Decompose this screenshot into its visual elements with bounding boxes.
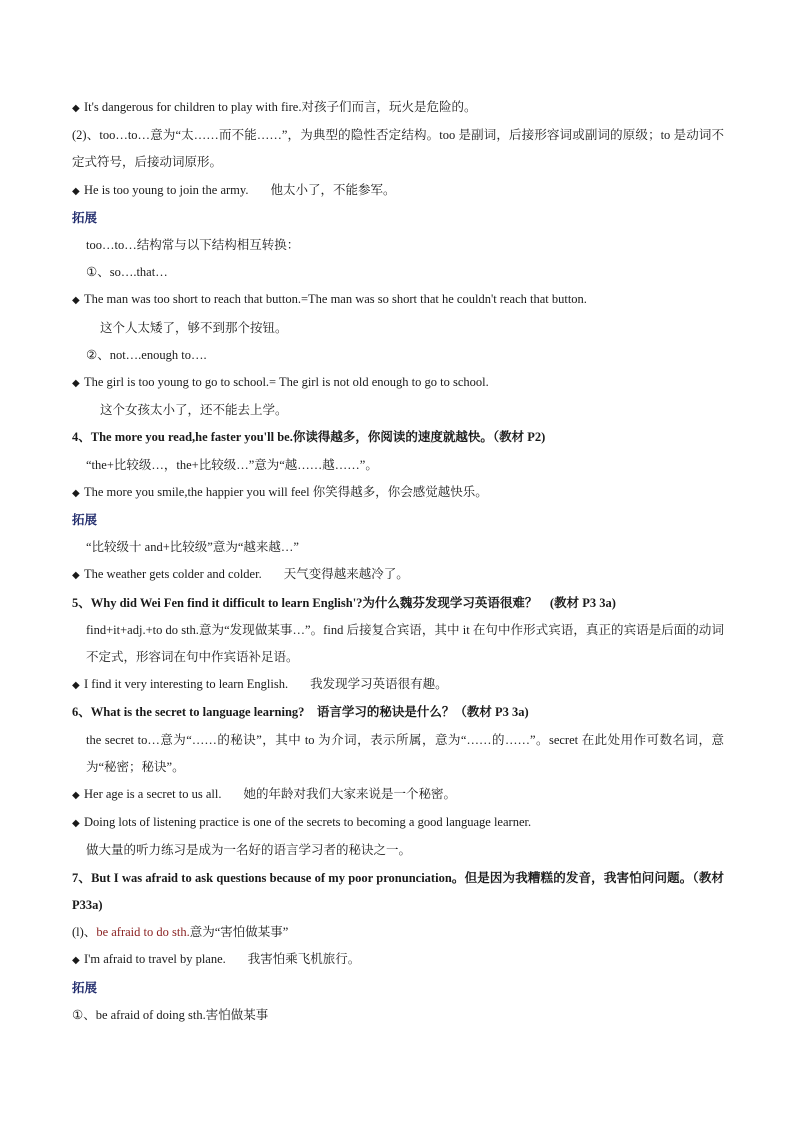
section-heading: 5、Why did Wei Fen find it difficult to learn English'?为什么魏芬发现学习英语很难？ (教材 P3 3a) — [72, 595, 616, 610]
diamond-bullet-icon: ◆ — [72, 487, 80, 499]
section-heading: 7、But I was afraid to ask questions because of my poor pronunciation。但是因为我糟糕的发音，我害怕问问题。（教材 P33a) — [72, 870, 724, 912]
document-body — [72, 94, 724, 1029]
sub-point: ②、not….enough to…. — [86, 347, 207, 362]
diamond-bullet-icon: ◆ — [72, 185, 80, 197]
example-sentence: ◆ I'm afraid to travel by plane. 我害怕乘飞机旅行。 — [72, 946, 724, 974]
diamond-bullet-icon: ◆ — [72, 103, 80, 114]
example-sentence: ◆ The more you smile,the happier you will feel 你笑得越多，你会感觉越快乐。 — [72, 479, 724, 507]
sub-point: ①、so….that… — [86, 265, 168, 280]
diamond-bullet-icon: ◆ — [72, 680, 80, 692]
diamond-bullet-icon: ◆ — [72, 295, 80, 307]
example-sentence: ◆ Her age is a secret to us all. 她的年龄对我们大家来说是一个秘密。 — [72, 781, 724, 809]
example-sentence: ◆ I find it very interesting to learn English. 我发现学习英语很有趣。 — [72, 671, 724, 699]
sub-point: (l)、be afraid to do sth.意为“害怕做某事” — [72, 925, 289, 940]
example-sentence: ◆ The man was too short to reach that button.=The man was so short that he couldn't reach that button. — [72, 286, 724, 314]
example-sentence: ◆ It's dangerous for children to play with fire.对孩子们而言，玩火是危险的。 — [72, 94, 724, 122]
explanation-line: too…to…结构常与以下结构相互转换： — [86, 238, 300, 253]
explanation-paragraph: find+it+adj.+to do sth.意为“发现做某事…”。find 后接复合宾语，其中 it 在句中作形式宾语，真正的宾语是后面的动词不定式，形容词在句中作宾语补足语。 — [86, 622, 724, 665]
example-sentence: ◆ He is too young to join the army. 他太小了，不能参军。 — [72, 177, 724, 205]
diamond-bullet-icon: ◆ — [72, 790, 80, 802]
diamond-bullet-icon: ◆ — [72, 818, 80, 830]
translation-line: 这个人太矮了，够不到那个按钮。 — [100, 320, 288, 335]
example-sentence: ◆ The girl is too young to go to school.= The girl is not old enough to go to school. — [72, 369, 724, 397]
highlighted-phrase: be afraid to do sth. — [96, 925, 190, 940]
example-sentence: ◆ The weather gets colder and colder. 天气变得越来越冷了。 — [72, 561, 724, 589]
explanation-line: “比较级十 and+比较级”意为“越来越…” — [86, 540, 299, 555]
section-label-extension: 拓展 — [72, 980, 98, 995]
diamond-bullet-icon: ◆ — [72, 955, 80, 967]
section-label-extension: 拓展 — [72, 513, 98, 528]
example-sentence: ◆ Doing lots of listening practice is one of the secrets to becoming a good language learner. — [72, 809, 724, 837]
explanation-paragraph: the secret to…意为“……的秘诀”，其中 to 为介词，表示所属，意为“……的……”。secret 在此处用作可数名词，意为“秘密；秘诀”。 — [86, 732, 724, 774]
explanation-paragraph: (2)、too…to…意为“太……而不能……”，为典型的隐性否定结构。too 是副词，后接形容词或副词的原级；to 是动词不定式符号，后接动词原形。 — [72, 128, 724, 170]
explanation-line: “the+比较级…，the+比较级…”意为“越……越……”。 — [86, 457, 378, 472]
section-heading: 6、What is the secret to language learning? 语言学习的秘诀是什么？（教材 P3 3a) — [72, 705, 529, 720]
translation-line: 这个女孩太小了，还不能去上学。 — [100, 403, 288, 418]
translation-line: 做大量的听力练习是成为一名好的语言学习者的秘诀之一。 — [86, 843, 412, 858]
diamond-bullet-icon: ◆ — [72, 570, 80, 582]
diamond-bullet-icon: ◆ — [72, 378, 80, 390]
sub-point: ①、be afraid of doing sth.害怕做某事 — [72, 1007, 269, 1022]
section-label-extension: 拓展 — [72, 210, 98, 225]
section-heading: 4、The more you read,he faster you'll be.你读得越多，你阅读的速度就越快。（教材 P2) — [72, 430, 546, 445]
